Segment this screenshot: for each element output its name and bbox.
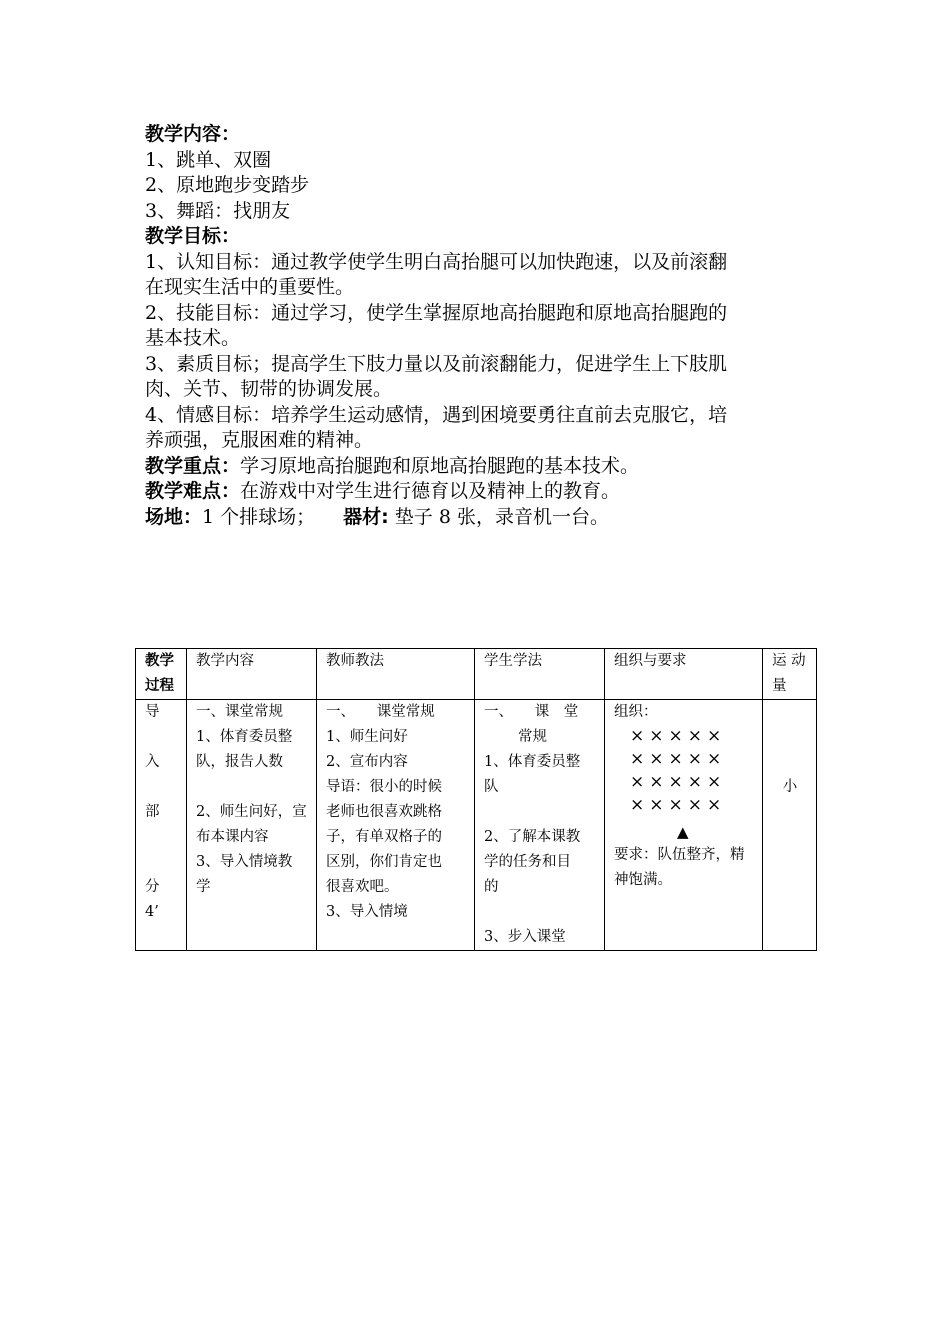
venue-equipment [145,505,815,531]
goal-line: 3、素质目标；提高学生下肢力量以及前滚翻能力，促进学生上下肢肌 [145,352,728,375]
cell-org: 组织： ××××× ××××× ××××× ××××× ▲ 要求：队伍整齐，精 神饱满。 [605,700,763,951]
content-item: 2、原地跑步变踏步 [145,174,310,196]
cell-teacher: 一、 课堂常规 1、师生问好 2、宣布内容 导语：很小的时候 老师也很喜欢跳格 子，有单双格子的 区别，你们肯定也 很喜欢吧。 3、导入情境 [317,700,475,951]
content-heading: 教学内容： [145,123,241,145]
difficulty-point [145,479,815,505]
header-content: 教学内容 [187,649,317,700]
header-student: 学生学法 [475,649,605,700]
equipment-label: 器材: [343,505,389,528]
key-point-text: 学习原地高抬腿跑和原地高抬腿跑的基本技术。 [240,454,640,477]
cell-content: 一、课堂常规 1、体育委员整 队，报告人数 2、师生问好，宣 布本课内容 3、导入情境教 学 [187,700,317,951]
goal-line: 养顽强，克服困难的精神。 [145,429,374,451]
goal-line: 肉、关节、韧带的协调发展。 [145,378,393,400]
equipment-text: 垫子 8 张，录音机一台。 [388,505,609,528]
difficulty-label: 教学难点： [145,480,241,502]
table-header-row [136,649,817,700]
header-process: 教学 过程 [136,649,187,700]
header-teacher: 教师教法 [317,649,475,700]
goal-line: 基本技术。 [145,327,241,349]
formation-row: ××××× [630,726,727,746]
table-row [136,700,817,951]
key-point [145,454,815,480]
header-load: 运 动 量 [763,649,817,700]
venue-text: 1 个排球场； [202,505,316,528]
key-point-label: 教学重点： [145,454,241,477]
lesson-plan-table [135,648,817,951]
cell-student: 一、 课 堂 常规 1、体育委员整 队 2、了解本课教 学的任务和目 的 3、步入课堂 [475,700,605,951]
content-item: 1、跳单、双圈 [145,148,272,171]
venue-label: 场地： [145,505,203,528]
formation-row: ××××× [630,772,727,792]
content-item: 3、舞蹈：找朋友 [145,199,291,222]
cell-load: 小 [763,700,817,951]
header-org: 组织与要求 [605,649,763,700]
cell-process: 导 入 部 分 4’ [136,700,187,951]
goals-heading: 教学目标： [145,225,241,247]
goal-line: 2、技能目标：通过学习，使学生掌握原地高抬腿跑和原地高抬腿跑的 [145,301,728,324]
teacher-position-icon: ▲ [677,823,689,841]
formation-row: ××××× [630,749,727,769]
lesson-intro [145,122,815,530]
difficulty-text: 在游戏中对学生进行德育以及精神上的教育。 [240,480,621,502]
formation-row: ××××× [630,795,727,815]
goal-line: 4、情感目标：培养学生运动感情，遇到困境要勇往直前去克服它，培 [145,403,728,426]
goal-line: 1、认知目标：通过教学使学生明白高抬腿可以加快跑速，以及前滚翻 [145,250,728,273]
goal-line: 在现实生活中的重要性。 [145,276,355,298]
